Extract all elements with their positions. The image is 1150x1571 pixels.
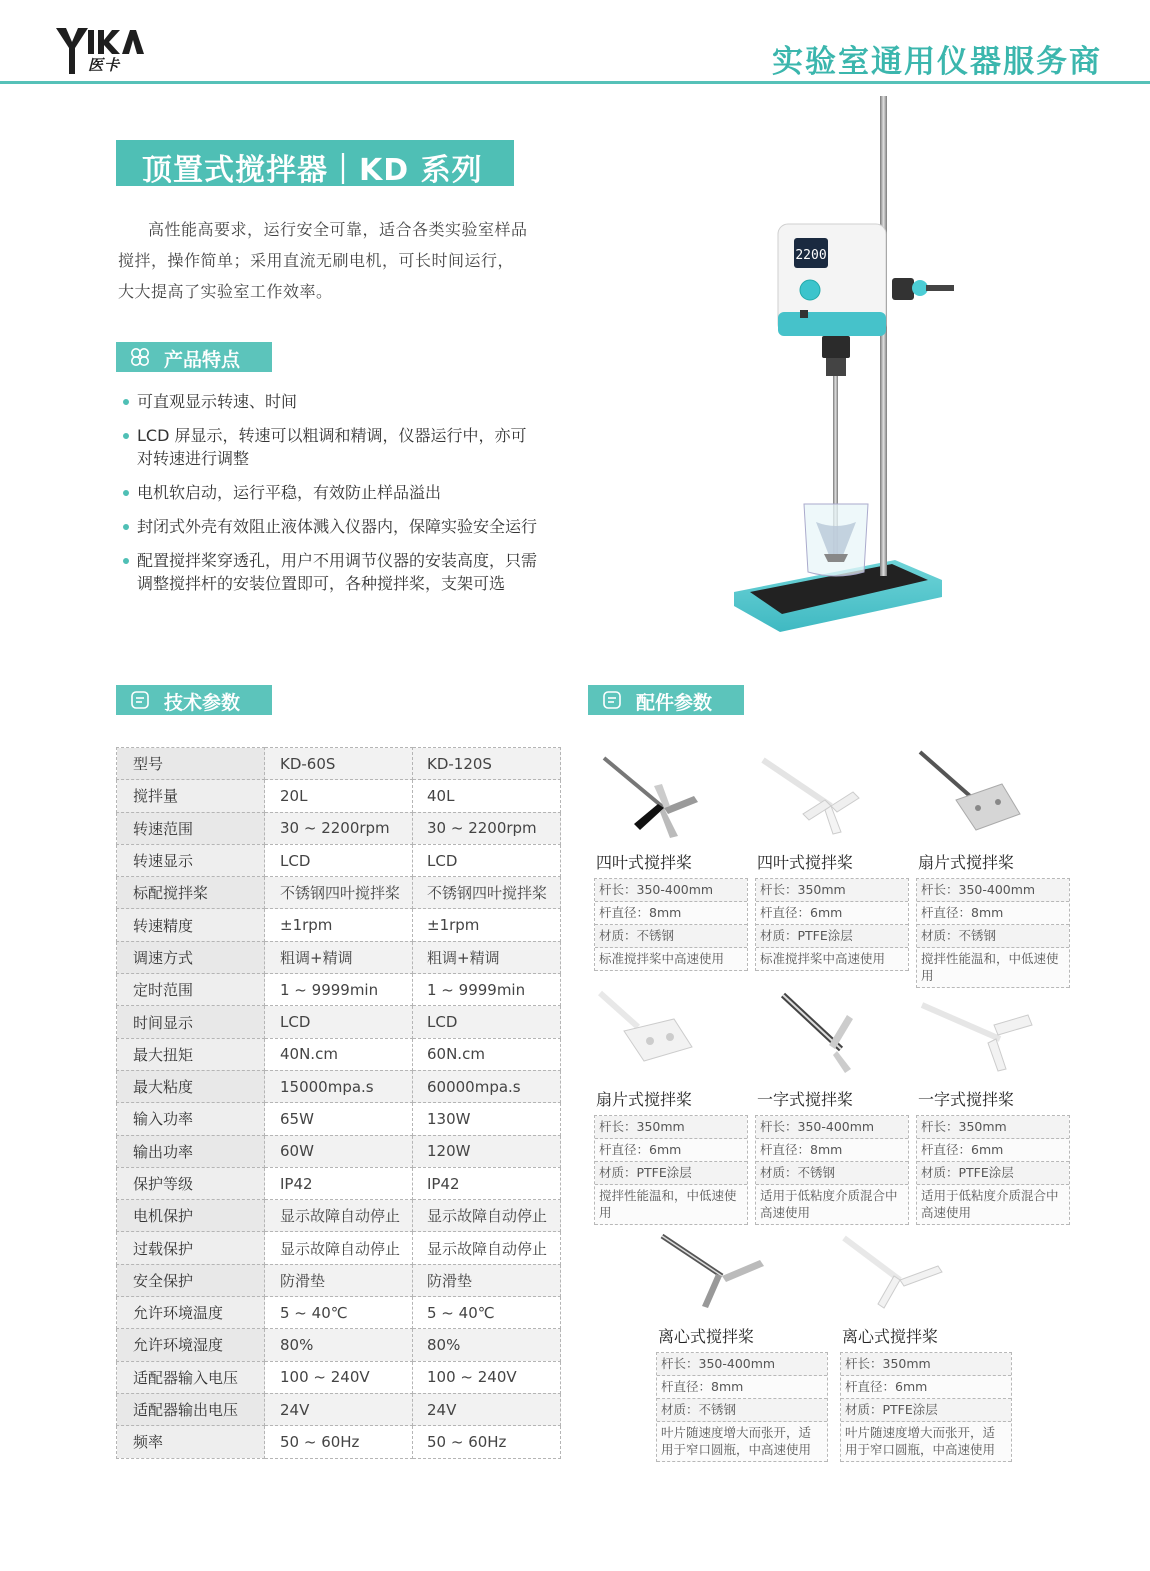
- spec-value-cell: LCD: [265, 1006, 413, 1038]
- accessory-card: [594, 748, 748, 971]
- spec-value-cell: 20L: [265, 780, 413, 812]
- spec-value-cell: 30 ~ 2200rpm: [413, 812, 561, 844]
- spec-value-cell: 60N.cm: [413, 1038, 561, 1070]
- accessory-spec: 杆长：350mm: [756, 879, 908, 902]
- brand-logo: [54, 26, 144, 78]
- spec-label-cell: 型号: [117, 748, 265, 780]
- spec-value-cell: 50 ~ 60Hz: [413, 1426, 561, 1458]
- accessory-spec-box: [840, 1352, 1012, 1462]
- accessory-heading-label: 配件参数: [636, 692, 713, 714]
- spec-value-cell: 不锈钢四叶搅拌桨: [413, 877, 561, 909]
- accessory-spec: 杆直径：8mm: [756, 1139, 908, 1162]
- spec-row: [117, 1393, 561, 1425]
- spec-value-cell: IP42: [413, 1167, 561, 1199]
- straight-blade-ptfe-impeller-icon: [916, 985, 1070, 1089]
- accessory-spec: 材质：不锈钢: [595, 925, 747, 948]
- accessory-image: [594, 748, 748, 852]
- feature-list: [120, 390, 540, 606]
- accessory-spec: 材质：PTFE涂层: [595, 1162, 747, 1185]
- accessory-spec: 材质：PTFE涂层: [756, 925, 908, 948]
- spec-row: [117, 1135, 561, 1167]
- accessory-card: [755, 985, 909, 1225]
- spec-row: [117, 1297, 561, 1329]
- accessory-name: 扇片式搅拌桨: [918, 853, 1015, 872]
- spec-value-cell: ±1rpm: [265, 909, 413, 941]
- bullet-icon: [123, 399, 129, 405]
- feature-item: [120, 515, 540, 538]
- accessory-card: [594, 985, 748, 1225]
- accessory-name: 扇片式搅拌桨: [596, 1090, 693, 1109]
- spec-label-cell: 适配器输入电压: [117, 1361, 265, 1393]
- accessory-image: [840, 1222, 1012, 1326]
- accessory-card: [840, 1222, 1012, 1462]
- bullet-icon: [123, 490, 129, 496]
- accessory-spec: 杆直径：6mm: [756, 902, 908, 925]
- accessory-spec: 标准搅拌桨中高速使用: [595, 948, 747, 971]
- straight-blade-steel-impeller-icon: [755, 985, 909, 1089]
- document-icon: [130, 690, 150, 710]
- spec-value-cell: KD-60S: [265, 748, 413, 780]
- accessory-spec-box: [594, 1115, 748, 1225]
- spec-value-cell: 100 ~ 240V: [413, 1361, 561, 1393]
- feature-item: [120, 424, 540, 470]
- accessory-spec: 杆长：350mm: [841, 1353, 1011, 1376]
- spec-row: [117, 1038, 561, 1070]
- spec-row: [117, 877, 561, 909]
- spec-row: [117, 1264, 561, 1296]
- spec-value-cell: 防滑垫: [413, 1264, 561, 1296]
- spec-value-cell: LCD: [413, 844, 561, 876]
- centrifugal-steel-impeller-icon: [656, 1222, 828, 1326]
- spec-value-cell: 24V: [413, 1393, 561, 1425]
- accessory-spec: 材质：不锈钢: [756, 1162, 908, 1185]
- accessory-spec: 杆直径：8mm: [657, 1376, 827, 1399]
- accessory-image: [594, 985, 748, 1089]
- spec-label-cell: 输出功率: [117, 1135, 265, 1167]
- accessory-spec: 杆直径：6mm: [917, 1139, 1069, 1162]
- brand-name-cn: 医卡: [88, 56, 121, 74]
- paddle-steel-impeller-icon: [916, 748, 1070, 852]
- spec-label-cell: 允许环境湿度: [117, 1329, 265, 1361]
- spec-label-cell: 转速精度: [117, 909, 265, 941]
- spec-row: [117, 1329, 561, 1361]
- spec-row: [117, 1426, 561, 1458]
- spec-value-cell: 不锈钢四叶搅拌桨: [265, 877, 413, 909]
- accessory-spec: 杆直径：6mm: [841, 1376, 1011, 1399]
- accessory-image: [656, 1222, 828, 1326]
- spec-value-cell: 30 ~ 2200rpm: [265, 812, 413, 844]
- accessory-image: [755, 748, 909, 852]
- accessory-spec: 杆直径：8mm: [595, 902, 747, 925]
- accessory-spec: 材质：不锈钢: [917, 925, 1069, 948]
- spec-heading: [116, 685, 272, 715]
- spec-label-cell: 转速范围: [117, 812, 265, 844]
- accessory-spec: 杆长：350-400mm: [595, 879, 747, 902]
- product-title-bar: [116, 140, 514, 186]
- feature-text: 配置搅拌桨穿透孔，用户不用调节仪器的安装高度，只需调整搅拌杆的安装位置即可，各种搅拌桨，支架可选: [137, 551, 538, 593]
- accessory-spec: 杆长：350mm: [917, 1116, 1069, 1139]
- document-icon: [602, 690, 622, 710]
- four-blade-steel-impeller-icon: [594, 748, 748, 852]
- spec-row: [117, 1070, 561, 1102]
- spec-row: [117, 974, 561, 1006]
- device-speed-readout: 2200: [795, 248, 827, 263]
- accessory-spec: 适用于低粘度介质混合中高速使用: [917, 1185, 1069, 1225]
- accessory-spec: 杆长：350mm: [595, 1116, 747, 1139]
- clover-icon: [130, 347, 150, 367]
- spec-heading-label: 技术参数: [164, 692, 241, 714]
- spec-label-cell: 转速显示: [117, 844, 265, 876]
- accessory-name: 一字式搅拌桨: [757, 1090, 854, 1109]
- spec-label-cell: 过载保护: [117, 1232, 265, 1264]
- overhead-stirrer-illustration: [720, 92, 980, 647]
- feature-text: 可直观显示转速、时间: [137, 392, 298, 411]
- spec-label-cell: 搅拌量: [117, 780, 265, 812]
- spec-value-cell: 60000mpa.s: [413, 1070, 561, 1102]
- accessory-spec-box: [916, 1115, 1070, 1225]
- feature-text: LCD 屏显示，转速可以粗调和精调，仪器运行中，亦可对转速进行调整: [137, 426, 527, 468]
- accessory-card: [755, 748, 909, 971]
- spec-label-cell: 频率: [117, 1426, 265, 1458]
- spec-value-cell: 120W: [413, 1135, 561, 1167]
- spec-row: [117, 812, 561, 844]
- accessory-card: [916, 748, 1070, 988]
- spec-row: [117, 844, 561, 876]
- accessory-spec: 材质：不锈钢: [657, 1399, 827, 1422]
- accessory-card: [916, 985, 1070, 1225]
- features-heading-label: 产品特点: [164, 349, 241, 371]
- accessory-spec-box: [755, 1115, 909, 1225]
- spec-row: [117, 1167, 561, 1199]
- accessory-spec: 杆长：350-400mm: [917, 879, 1069, 902]
- spec-value-cell: LCD: [265, 844, 413, 876]
- bullet-icon: [123, 558, 129, 564]
- spec-value-cell: LCD: [413, 1006, 561, 1038]
- brand-tagline: 实验室通用仪器服务商: [772, 44, 1102, 80]
- accessory-card: [656, 1222, 828, 1462]
- spec-table: [116, 747, 561, 1459]
- accessory-heading: [588, 685, 744, 715]
- accessory-name: 一字式搅拌桨: [918, 1090, 1015, 1109]
- spec-value-cell: 80%: [413, 1329, 561, 1361]
- four-blade-ptfe-impeller-icon: [755, 748, 909, 852]
- spec-value-cell: 65W: [265, 1103, 413, 1135]
- spec-label-cell: 标配搅拌桨: [117, 877, 265, 909]
- accessory-name: 离心式搅拌桨: [842, 1327, 939, 1346]
- spec-value-cell: 100 ~ 240V: [265, 1361, 413, 1393]
- accessory-spec: 适用于低粘度介质混合中高速使用: [756, 1185, 908, 1225]
- spec-row: [117, 1361, 561, 1393]
- spec-value-cell: 显示故障自动停止: [413, 1200, 561, 1232]
- product-image: [720, 92, 980, 647]
- accessory-image: [916, 748, 1070, 852]
- bullet-icon: [123, 524, 129, 530]
- accessory-name: 离心式搅拌桨: [658, 1327, 755, 1346]
- accessory-spec: 材质：PTFE涂层: [917, 1162, 1069, 1185]
- spec-value-cell: 显示故障自动停止: [265, 1232, 413, 1264]
- spec-value-cell: 15000mpa.s: [265, 1070, 413, 1102]
- accessory-spec: 杆直径：8mm: [917, 902, 1069, 925]
- accessory-spec-box: [656, 1352, 828, 1462]
- spec-row: [117, 748, 561, 780]
- spec-label-cell: 适配器输出电压: [117, 1393, 265, 1425]
- spec-value-cell: 5 ~ 40℃: [413, 1297, 561, 1329]
- spec-value-cell: 显示故障自动停止: [265, 1200, 413, 1232]
- feature-item: [120, 549, 540, 595]
- product-intro: 高性能高要求，运行安全可靠，适合各类实验室样品搅拌，操作简单；采用直流无刷电机，可长时间运行，大大提高了实验室工作效率。: [118, 220, 528, 301]
- accessory-spec-box: [755, 878, 909, 971]
- product-title: 顶置式搅拌器｜KD 系列: [142, 153, 483, 188]
- spec-label-cell: 安全保护: [117, 1264, 265, 1296]
- accessory-spec: 杆长：350-400mm: [756, 1116, 908, 1139]
- accessory-spec: 杆直径：6mm: [595, 1139, 747, 1162]
- paddle-ptfe-impeller-icon: [594, 985, 748, 1089]
- spec-label-cell: 输入功率: [117, 1103, 265, 1135]
- spec-value-cell: KD-120S: [413, 748, 561, 780]
- spec-row: [117, 1232, 561, 1264]
- feature-item: [120, 481, 540, 504]
- spec-value-cell: 24V: [265, 1393, 413, 1425]
- features-heading: [116, 342, 272, 372]
- spec-row: [117, 941, 561, 973]
- accessory-name: 四叶式搅拌桨: [757, 853, 854, 872]
- accessory-image: [916, 985, 1070, 1089]
- spec-value-cell: 50 ~ 60Hz: [265, 1426, 413, 1458]
- accessory-spec: 叶片随速度增大而张开，适用于窄口圆瓶，中高速使用: [657, 1422, 827, 1462]
- spec-label-cell: 电机保护: [117, 1200, 265, 1232]
- spec-label-cell: 最大扭矩: [117, 1038, 265, 1070]
- feature-text: 电机软启动，运行平稳，有效防止样品溢出: [137, 483, 442, 502]
- accessory-spec: 搅拌性能温和，中低速使用: [917, 948, 1069, 988]
- spec-value-cell: 粗调+精调: [413, 941, 561, 973]
- feature-item: [120, 390, 540, 413]
- spec-value-cell: 1 ~ 9999min: [413, 974, 561, 1006]
- accessory-spec: 搅拌性能温和，中低速使用: [595, 1185, 747, 1225]
- spec-value-cell: 80%: [265, 1329, 413, 1361]
- spec-label-cell: 调速方式: [117, 941, 265, 973]
- spec-row: [117, 1006, 561, 1038]
- spec-value-cell: 粗调+精调: [265, 941, 413, 973]
- header-divider: [0, 81, 1150, 84]
- accessory-spec: 材质：PTFE涂层: [841, 1399, 1011, 1422]
- accessory-spec: 标准搅拌桨中高速使用: [756, 948, 908, 971]
- accessory-name: 四叶式搅拌桨: [596, 853, 693, 872]
- spec-row: [117, 780, 561, 812]
- spec-value-cell: 1 ~ 9999min: [265, 974, 413, 1006]
- accessory-spec: 叶片随速度增大而张开，适用于窄口圆瓶，中高速使用: [841, 1422, 1011, 1462]
- spec-row: [117, 1103, 561, 1135]
- bullet-icon: [123, 433, 129, 439]
- spec-value-cell: 40N.cm: [265, 1038, 413, 1070]
- spec-value-cell: ±1rpm: [413, 909, 561, 941]
- spec-value-cell: 60W: [265, 1135, 413, 1167]
- spec-value-cell: 防滑垫: [265, 1264, 413, 1296]
- spec-row: [117, 909, 561, 941]
- spec-label-cell: 允许环境温度: [117, 1297, 265, 1329]
- accessory-spec: 杆长：350-400mm: [657, 1353, 827, 1376]
- accessory-spec-box: [916, 878, 1070, 988]
- feature-text: 封闭式外壳有效阻止液体溅入仪器内，保障实验安全运行: [137, 517, 538, 536]
- spec-label-cell: 时间显示: [117, 1006, 265, 1038]
- spec-value-cell: 40L: [413, 780, 561, 812]
- spec-label-cell: 保护等级: [117, 1167, 265, 1199]
- spec-value-cell: IP42: [265, 1167, 413, 1199]
- centrifugal-ptfe-impeller-icon: [840, 1222, 1012, 1326]
- accessory-spec-box: [594, 878, 748, 971]
- spec-label-cell: 定时范围: [117, 974, 265, 1006]
- spec-row: [117, 1200, 561, 1232]
- spec-label-cell: 最大粘度: [117, 1070, 265, 1102]
- spec-value-cell: 5 ~ 40℃: [265, 1297, 413, 1329]
- spec-value-cell: 显示故障自动停止: [413, 1232, 561, 1264]
- spec-value-cell: 130W: [413, 1103, 561, 1135]
- accessory-image: [755, 985, 909, 1089]
